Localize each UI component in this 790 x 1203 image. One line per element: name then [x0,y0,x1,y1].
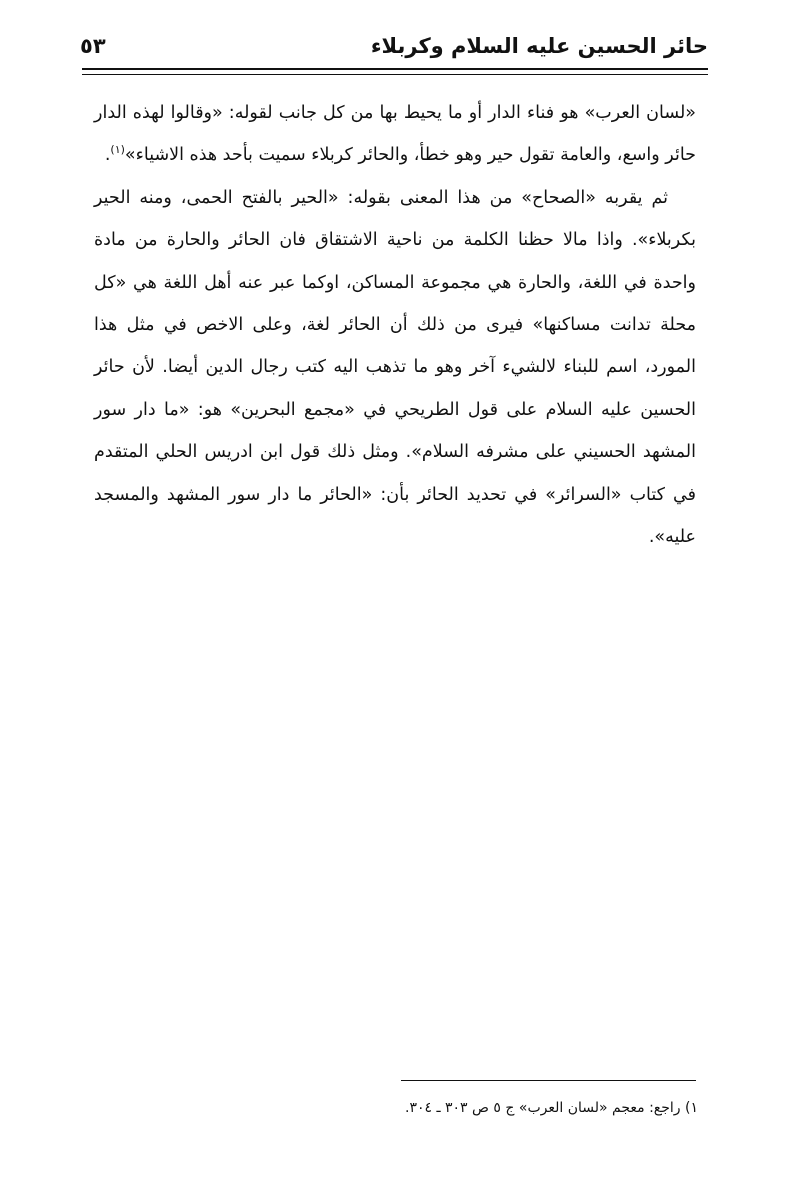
footnote-rule [401,1080,696,1081]
paragraph-1-text: «لسان العرب» هو فناء الدار أو ما يحيط بها من كل جانب لقوله: «وقالوا لهذه الدار حائر واسع، والعامة تقول حير وهو خطأ، والحائر كربلاء سميت بأحد هذه الاشياء» [94,103,696,166]
page-number: ٥٣ [80,34,106,58]
page-header [80,26,708,66]
header-rule-thin [82,74,708,75]
paragraph-1-end: . [104,145,111,166]
paragraph-1 [94,92,696,177]
body-text [94,92,696,558]
header-rule-thick [82,68,708,70]
paragraph-2: ثم يقربه «الصحاح» من هذا المعنى بقوله: «الحير بالفتح الحمى، ومنه الحير بكربلاء». واذا مالا حظنا الكلمة من ناحية الاشتقاق فان الحائر والحارة من مادة واحدة في اللغة، والحارة هي مجموعة المساكن، اوكما عبر عنه أهل اللغة هي «كل محلة تدانت مساكنها» فيرى من ذلك أن الحائر لغة، وعلى الاخص في مثل هذا المورد، اسم للبناء لالشيء آخر وهو ما تذهب اليه كتب رجال الدين أيضا. لأن حائر الحسين عليه السلام على قول الطريحي في «مجمع البحرين» هو: «ما دار سور المشهد الحسيني على مشرفه السلام». ومثل ذلك قول ابن ادريس الحلي المتقدم في كتاب «السرائر» في تحديد الحائر بأن: «الحائر ما دار سور المشهد والمسجد عليه». [94,187,696,548]
running-title: حائر الحسين عليه السلام وكربلاء [370,34,708,58]
footnote-marker: (١) [110,143,125,157]
footnote-1: ١) راجع: معجم «لسان العرب» ج ٥ ص ٣٠٣ ـ ٣٠٤. [404,1100,698,1116]
